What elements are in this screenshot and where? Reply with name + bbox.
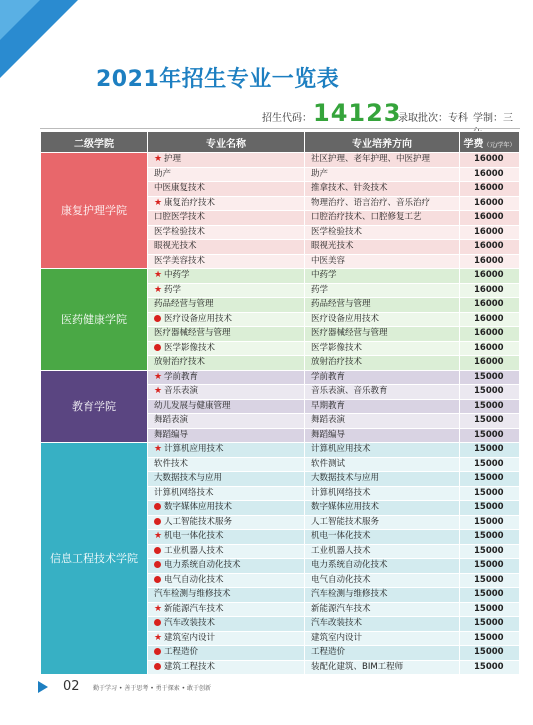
divider <box>40 128 520 129</box>
major-name-cell <box>148 602 305 617</box>
star-icon: ★ <box>154 386 163 397</box>
fee-cell: 15000 <box>460 573 520 588</box>
major-name-cell <box>148 370 305 385</box>
major-name: 中药学 <box>164 270 190 281</box>
direction-cell: 舞蹈表演 <box>305 414 460 429</box>
fee-cell: 15000 <box>460 501 520 516</box>
major-name: 医疗设备应用技术 <box>164 313 233 324</box>
major-name: 口腔医学技术 <box>154 212 206 223</box>
direction-cell: 助产 <box>305 167 460 182</box>
fee-cell: 15000 <box>460 602 520 617</box>
direction-cell: 中医美容 <box>305 254 460 269</box>
direction-cell: 工业机器人技术 <box>305 544 460 559</box>
star-icon: ★ <box>154 371 163 382</box>
fee-cell: 15000 <box>460 559 520 574</box>
fee-cell: 15000 <box>460 443 520 458</box>
direction-cell: 软件测试 <box>305 457 460 472</box>
header-college: 二级学院 <box>41 132 148 153</box>
fee-cell: 16000 <box>460 356 520 371</box>
major-name-cell <box>148 153 305 168</box>
direction-cell: 早期教育 <box>305 399 460 414</box>
direction-cell: 汽车改装技术 <box>305 617 460 632</box>
college-cell: 信息工程技术学院 <box>41 443 148 675</box>
major-name-cell <box>148 660 305 675</box>
major-name: 计算机应用技术 <box>164 444 224 455</box>
major-name: 电力系统自动化技术 <box>164 560 241 571</box>
fee-cell: 15000 <box>460 515 520 530</box>
major-name: 数字媒体应用技术 <box>164 502 233 513</box>
page-number: 02 <box>63 679 80 694</box>
direction-cell: 数字媒体应用技术 <box>305 501 460 516</box>
fee-cell: 16000 <box>460 225 520 240</box>
major-name-cell <box>148 399 305 414</box>
major-name-cell <box>148 501 305 516</box>
major-name-cell <box>148 414 305 429</box>
fee-cell: 16000 <box>460 312 520 327</box>
dot-icon <box>154 648 161 655</box>
fee-cell: 15000 <box>460 530 520 545</box>
page-footer <box>0 678 533 698</box>
table-header-row <box>41 132 520 153</box>
star-icon: ★ <box>154 603 163 614</box>
major-name: 护理 <box>164 154 182 165</box>
direction-cell: 推拿技术、针灸技术 <box>305 182 460 197</box>
major-name-cell <box>148 573 305 588</box>
major-name: 医疗器械经营与管理 <box>154 328 231 339</box>
fee-cell: 16000 <box>460 211 520 226</box>
major-name-cell <box>148 428 305 443</box>
major-name: 机电一体化技术 <box>164 531 224 542</box>
major-name-cell <box>148 240 305 255</box>
direction-cell: 药品经营与管理 <box>305 298 460 313</box>
major-name: 音乐表演 <box>164 386 199 397</box>
major-name-cell <box>148 225 305 240</box>
direction-cell: 口腔治疗技术、口腔修复工艺 <box>305 211 460 226</box>
major-name: 舞蹈表演 <box>154 415 189 426</box>
major-name: 建筑室内设计 <box>164 632 216 643</box>
major-name-cell <box>148 617 305 632</box>
page-title: 2021年招生专业一览表 <box>96 67 340 92</box>
major-name: 药学 <box>164 284 182 295</box>
major-name-cell <box>148 211 305 226</box>
dot-icon <box>154 663 161 670</box>
major-name-cell <box>148 530 305 545</box>
table-body <box>41 153 520 675</box>
dot-icon <box>154 503 161 510</box>
dot-icon <box>154 518 161 525</box>
major-name: 助产 <box>154 168 172 179</box>
direction-cell: 舞蹈编导 <box>305 428 460 443</box>
fee-cell: 16000 <box>460 240 520 255</box>
major-name-cell <box>148 443 305 458</box>
fee-cell: 16000 <box>460 298 520 313</box>
dot-icon <box>154 619 161 626</box>
fee-cell: 15000 <box>460 646 520 661</box>
major-name-cell <box>148 385 305 400</box>
direction-cell: 眼视光技术 <box>305 240 460 255</box>
major-name: 眼视光技术 <box>154 241 197 252</box>
footer-slogan: 勤于学习 • 善于思考 • 勇于探索 • 敢于创新 <box>93 685 212 692</box>
major-name: 工程造价 <box>164 647 199 658</box>
fee-cell: 16000 <box>460 167 520 182</box>
major-name: 人工智能技术服务 <box>164 516 233 527</box>
fee-cell: 15000 <box>460 414 520 429</box>
star-icon: ★ <box>154 444 163 455</box>
direction-cell: 计算机网络技术 <box>305 486 460 501</box>
major-name: 建筑工程技术 <box>164 661 216 672</box>
dot-icon <box>154 547 161 554</box>
table-row <box>41 269 520 284</box>
table-row <box>41 153 520 168</box>
header-major: 专业名称 <box>148 132 305 153</box>
direction-cell: 物理治疗、语言治疗、音乐治疗 <box>305 196 460 211</box>
corner-decoration-light <box>0 0 40 40</box>
direction-cell: 机电一体化技术 <box>305 530 460 545</box>
major-name-cell <box>148 167 305 182</box>
fee-cell: 15000 <box>460 472 520 487</box>
major-name: 电气自动化技术 <box>164 574 224 585</box>
fee-cell: 15000 <box>460 385 520 400</box>
fee-cell: 15000 <box>460 660 520 675</box>
major-name: 新能源汽车技术 <box>164 603 224 614</box>
direction-cell: 工程造价 <box>305 646 460 661</box>
major-name-cell <box>148 356 305 371</box>
direction-cell: 计算机应用技术 <box>305 443 460 458</box>
major-name-cell <box>148 515 305 530</box>
direction-cell: 医疗设备应用技术 <box>305 312 460 327</box>
direction-cell: 中药学 <box>305 269 460 284</box>
enrollment-code: 14123 <box>313 99 402 127</box>
star-icon: ★ <box>154 270 163 281</box>
direction-cell: 学前教育 <box>305 370 460 385</box>
direction-cell: 医疗器械经营与管理 <box>305 327 460 342</box>
fee-cell: 16000 <box>460 269 520 284</box>
batch-label: 录取批次：专科 <box>398 113 468 124</box>
star-icon: ★ <box>154 284 163 295</box>
direction-cell: 药学 <box>305 283 460 298</box>
major-name-cell <box>148 631 305 646</box>
direction-cell: 音乐表演、音乐教育 <box>305 385 460 400</box>
direction-cell: 放射治疗技术 <box>305 356 460 371</box>
major-name: 汽车检测与维修技术 <box>154 589 231 600</box>
major-name: 学前教育 <box>164 371 199 382</box>
fee-cell: 15000 <box>460 428 520 443</box>
fee-cell: 16000 <box>460 196 520 211</box>
direction-cell: 人工智能技术服务 <box>305 515 460 530</box>
fee-cell: 15000 <box>460 588 520 603</box>
major-name-cell <box>148 312 305 327</box>
major-name-cell <box>148 196 305 211</box>
star-icon: ★ <box>154 632 163 643</box>
college-cell: 康复护理学院 <box>41 153 148 269</box>
major-name: 大数据技术与应用 <box>154 473 223 484</box>
fee-cell: 16000 <box>460 327 520 342</box>
major-name: 医学影像技术 <box>164 342 216 353</box>
fee-cell: 15000 <box>460 617 520 632</box>
fee-cell: 15000 <box>460 370 520 385</box>
enrollment-meta <box>0 100 520 126</box>
major-name: 幼儿发展与健康管理 <box>154 400 231 411</box>
direction-cell: 社区护理、老年护理、中医护理 <box>305 153 460 168</box>
fee-cell: 15000 <box>460 544 520 559</box>
college-cell: 教育学院 <box>41 370 148 443</box>
major-name: 中医康复技术 <box>154 183 206 194</box>
header-fee-label: 学费 <box>463 138 484 150</box>
dot-icon <box>154 344 161 351</box>
major-name-cell <box>148 254 305 269</box>
fee-cell: 16000 <box>460 341 520 356</box>
direction-cell: 汽车检测与维修技术 <box>305 588 460 603</box>
major-name: 舞蹈编导 <box>154 429 189 440</box>
major-name: 药品经营与管理 <box>154 299 214 310</box>
major-name-cell <box>148 472 305 487</box>
direction-cell: 电力系统自动化技术 <box>305 559 460 574</box>
fee-cell: 16000 <box>460 182 520 197</box>
star-icon: ★ <box>154 154 163 165</box>
major-name: 医学美容技术 <box>154 255 206 266</box>
direction-cell: 新能源汽车技术 <box>305 602 460 617</box>
major-name: 计算机网络技术 <box>154 487 214 498</box>
direction-cell: 建筑室内设计 <box>305 631 460 646</box>
major-name-cell <box>148 341 305 356</box>
header-fee-unit: （元/学年） <box>483 141 516 149</box>
major-name-cell <box>148 646 305 661</box>
major-name: 软件技术 <box>154 458 189 469</box>
fee-cell: 16000 <box>460 283 520 298</box>
fee-cell: 15000 <box>460 399 520 414</box>
fee-cell: 15000 <box>460 457 520 472</box>
major-name-cell <box>148 544 305 559</box>
star-icon: ★ <box>154 197 163 208</box>
direction-cell: 装配化建筑、BIM工程师 <box>305 660 460 675</box>
major-name-cell <box>148 283 305 298</box>
major-name-cell <box>148 486 305 501</box>
fee-cell: 16000 <box>460 254 520 269</box>
direction-cell: 医学影像技术 <box>305 341 460 356</box>
fee-cell: 15000 <box>460 631 520 646</box>
major-name-cell <box>148 269 305 284</box>
major-name-cell <box>148 559 305 574</box>
direction-cell: 电气自动化技术 <box>305 573 460 588</box>
fee-cell: 15000 <box>460 486 520 501</box>
major-name-cell <box>148 457 305 472</box>
major-name: 工业机器人技术 <box>164 545 224 556</box>
header-direction: 专业培养方向 <box>305 132 460 153</box>
dot-icon <box>154 576 161 583</box>
major-name-cell <box>148 182 305 197</box>
fee-cell: 16000 <box>460 153 520 168</box>
major-name-cell <box>148 327 305 342</box>
duration-label: 学制：三 <box>473 113 513 124</box>
major-name: 汽车改装技术 <box>164 618 216 629</box>
table-row <box>41 443 520 458</box>
majors-table <box>40 131 520 675</box>
dot-icon <box>154 315 161 322</box>
table-row <box>41 370 520 385</box>
major-name: 放射治疗技术 <box>154 357 206 368</box>
header-fee <box>460 132 520 153</box>
major-name: 康复治疗技术 <box>164 197 216 208</box>
major-name: 医学检验技术 <box>154 226 206 237</box>
play-icon <box>38 681 48 693</box>
major-name-cell <box>148 588 305 603</box>
major-name-cell <box>148 298 305 313</box>
direction-cell: 大数据技术与应用 <box>305 472 460 487</box>
dot-icon <box>154 561 161 568</box>
code-label: 招生代码： <box>262 113 312 124</box>
star-icon: ★ <box>154 531 163 542</box>
college-cell: 医药健康学院 <box>41 269 148 371</box>
direction-cell: 医学检验技术 <box>305 225 460 240</box>
